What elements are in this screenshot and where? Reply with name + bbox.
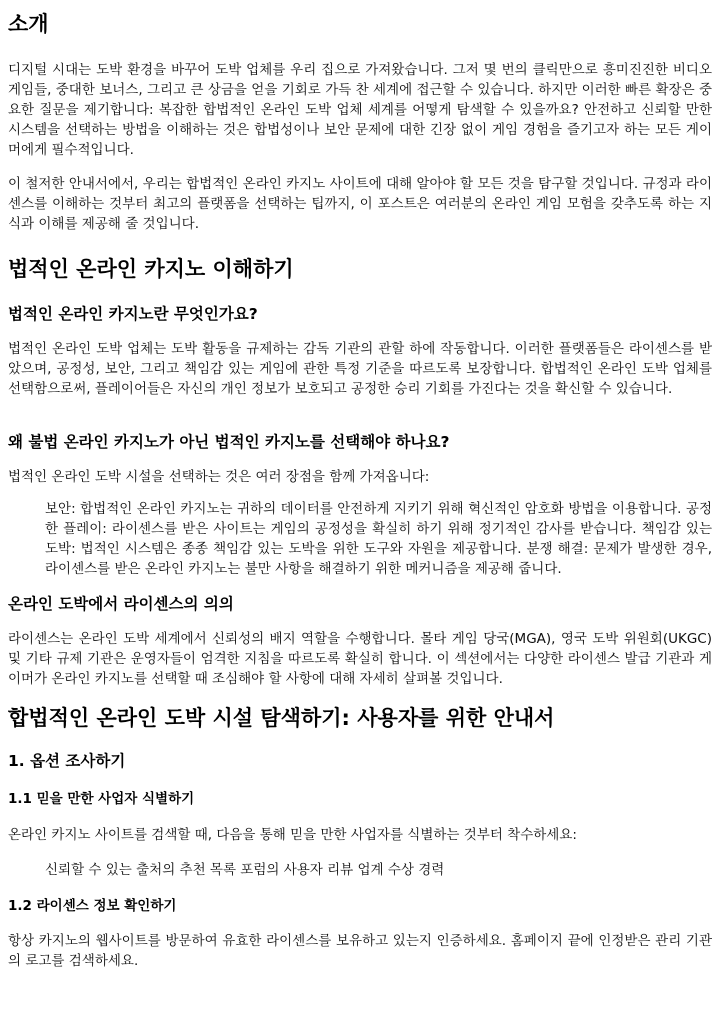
- section1-sub2-heading: 왜 불법 온라인 카지노가 아닌 법적인 카지노를 선택해야 하나요?: [8, 433, 450, 451]
- section2-step11-paragraph: 온라인 카지노 사이트를 검색할 때, 다음을 통해 믿을 만한 사업자를 식별하는 것부터 착수하세요:: [8, 827, 577, 843]
- section2-step12-heading: 1.2 라이센스 정보 확인하기: [8, 898, 177, 914]
- section1-heading: 법적인 온라인 카지노 이해하기: [8, 257, 294, 281]
- intro-paragraph-2: 이 철저한 안내서에서, 우리는 합법적인 온라인 카지노 사이트에 대해 알아야 할 모든 것을 탐구할 것입니다. 규정과 라이센스를 이해하는 것부터 최고의 플랫폼을 선택하는 팁까지, 이 포스트은 여러분의 온라인 게임 모험을 갖추도록 하는 지식과 이해를 제공해 줄 것입니다.: [8, 176, 712, 232]
- section2-heading: 합법적인 온라인 도박 시설 탐색하기: 사용자를 위한 안내서: [8, 706, 555, 730]
- section1-sub3-paragraph: 라이센스는 온라인 도박 세계에서 신뢰성의 배지 역할을 수행합니다. 몰타 게임 당국(MGA), 영국 도박 위원회(UKGC) 및 기타 규제 기관은 운영자들이 엄격한 지침을 따르도록 확실히 합니다. 이 섹션에서는 다양한 라이센스 발급 기관과 게이머가 온라인 카지노를 선택할 때 조심해야 할 사항에 대해 자세히 살펴볼 것입니다.: [8, 631, 712, 687]
- section1-sub2-paragraph: 법적인 온라인 도박 시설을 선택하는 것은 여러 장점을 함께 가져옵니다:: [8, 469, 430, 485]
- intro-paragraph-1: 디지털 시대는 도박 환경을 바꾸어 도박 업체를 우리 집으로 가져왔습니다. 그저 몇 번의 클릭만으로 흥미진진한 비디오 게임들, 중대한 보너스, 그리고 큰 상금을 얻을 기회로 가득 찬 세계에 접근할 수 있습니다. 하지만 이러한 빠른 확장은 중요한 질문을 제기합니다: 복잡한 합법적인 온라인 도박 업체 세계를 어떻게 탐색할 수 있을까요? 안전하고 신뢰할 만한 시스템을 선택하는 방법을 이해하는 것은 합법성이나 보안 문제에 대한 긴장 없이 게임 경험을 즐기고자 하는 모든 게이머에게 필수적입니다.: [8, 62, 712, 158]
- section2-step12-paragraph: 항상 카지노의 웹사이트를 방문하여 유효한 라이센스를 보유하고 있는지 인증하세요. 홈페이지 끝에 인정받은 관리 기관의 로고를 검색하세요.: [8, 933, 712, 969]
- section1-sub3-heading: 온라인 도박에서 라이센스의 의의: [8, 595, 234, 613]
- section2-step11-heading: 1.1 믿을 만한 사업자 식별하기: [8, 791, 195, 807]
- intro-heading: 소개: [8, 12, 49, 36]
- section2-step11-blockquote: 신뢰할 수 있는 출처의 추천 목록 포럼의 사용자 리뷰 업계 수상 경력: [45, 862, 445, 878]
- section1-sub1-heading: 법적인 온라인 카지노란 무엇인가요?: [8, 305, 258, 323]
- section2-step1-heading: 1. 옵션 조사하기: [8, 752, 126, 770]
- section1-sub1-paragraph: 법적인 온라인 도박 업체는 도박 활동을 규제하는 감독 기관의 관할 하에 작동합니다. 이러한 플랫폼들은 라이센스를 받았으며, 공정성, 보안, 그리고 책임감 있는 게임에 관한 특정 기준을 따르도록 보장합니다. 합법적인 온라인 도박 업체를 선택함으로써, 플레이어들은 자신의 개인 정보가 보호되고 공정한 승리 기회를 가진다는 것을 확신할 수 있습니다.: [8, 341, 712, 397]
- section1-sub2-blockquote: 보안: 합법적인 온라인 카지노는 귀하의 데이터를 안전하게 지키기 위해 혁신적인 암호화 방법을 이용합니다. 공정한 플레이: 라이센스를 받은 사이트는 게임의 공정성을 확실히 하기 위해 정기적인 감사를 받습니다. 책임감 있는 도박: 법적인 시스템은 종종 책임감 있는 도박을 위한 도구와 자원을 제공합니다. 분쟁 해결: 문제가 발생한 경우, 라이센스를 받은 온라인 카지노는 불만 사항을 해결하기 위한 메커니즘을 제공해 줍니다.: [45, 501, 712, 577]
